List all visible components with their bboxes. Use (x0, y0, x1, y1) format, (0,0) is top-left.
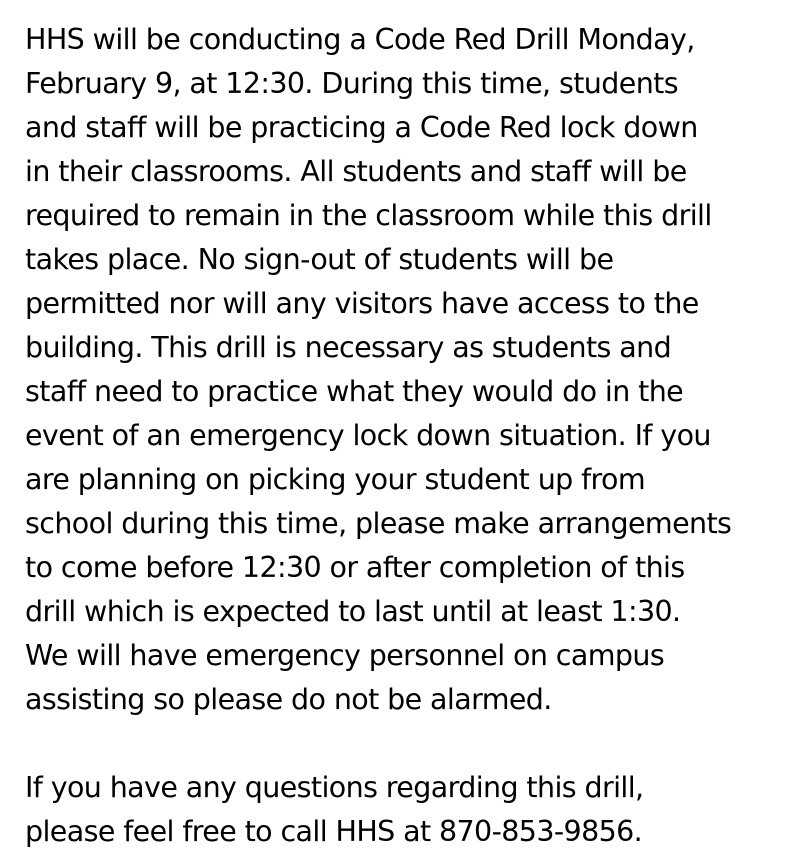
announcement-text (25, 18, 796, 854)
announcement-line: school during this time, please make arrangements (25, 507, 732, 540)
announcement-line: staff need to practice what they would do in the (25, 375, 684, 408)
announcement-line: February 9, at 12:30. During this time, students (25, 67, 678, 100)
paragraph-spacer (25, 722, 796, 766)
announcement-line: to come before 12:30 or after completion of this (25, 551, 685, 584)
announcement-line: HHS will be conducting a Code Red Drill Monday, (25, 23, 695, 56)
announcement-line: in their classrooms. All students and staff will be (25, 155, 687, 188)
announcement-line: drill which is expected to last until at least 1:30. (25, 595, 681, 628)
announcement-line: building. This drill is necessary as students and (25, 331, 672, 364)
announcement-line: permitted nor will any visitors have access to the (25, 287, 699, 320)
announcement-line: and staff will be practicing a Code Red lock down (25, 111, 698, 144)
announcement-line: event of an emergency lock down situation. If you (25, 419, 711, 452)
announcement-line: We will have emergency personnel on campus (25, 639, 665, 672)
announcement-line: takes place. No sign-out of students will be (25, 243, 614, 276)
closing-line-phone: please feel free to call HHS at 870-853-9856. (25, 815, 643, 848)
announcement-line: assisting so please do not be alarmed. (25, 683, 552, 716)
announcement-line: required to remain in the classroom while this drill (25, 199, 712, 232)
announcement-line: are planning on picking your student up from (25, 463, 646, 496)
closing-line: If you have any questions regarding this drill, (25, 771, 644, 804)
